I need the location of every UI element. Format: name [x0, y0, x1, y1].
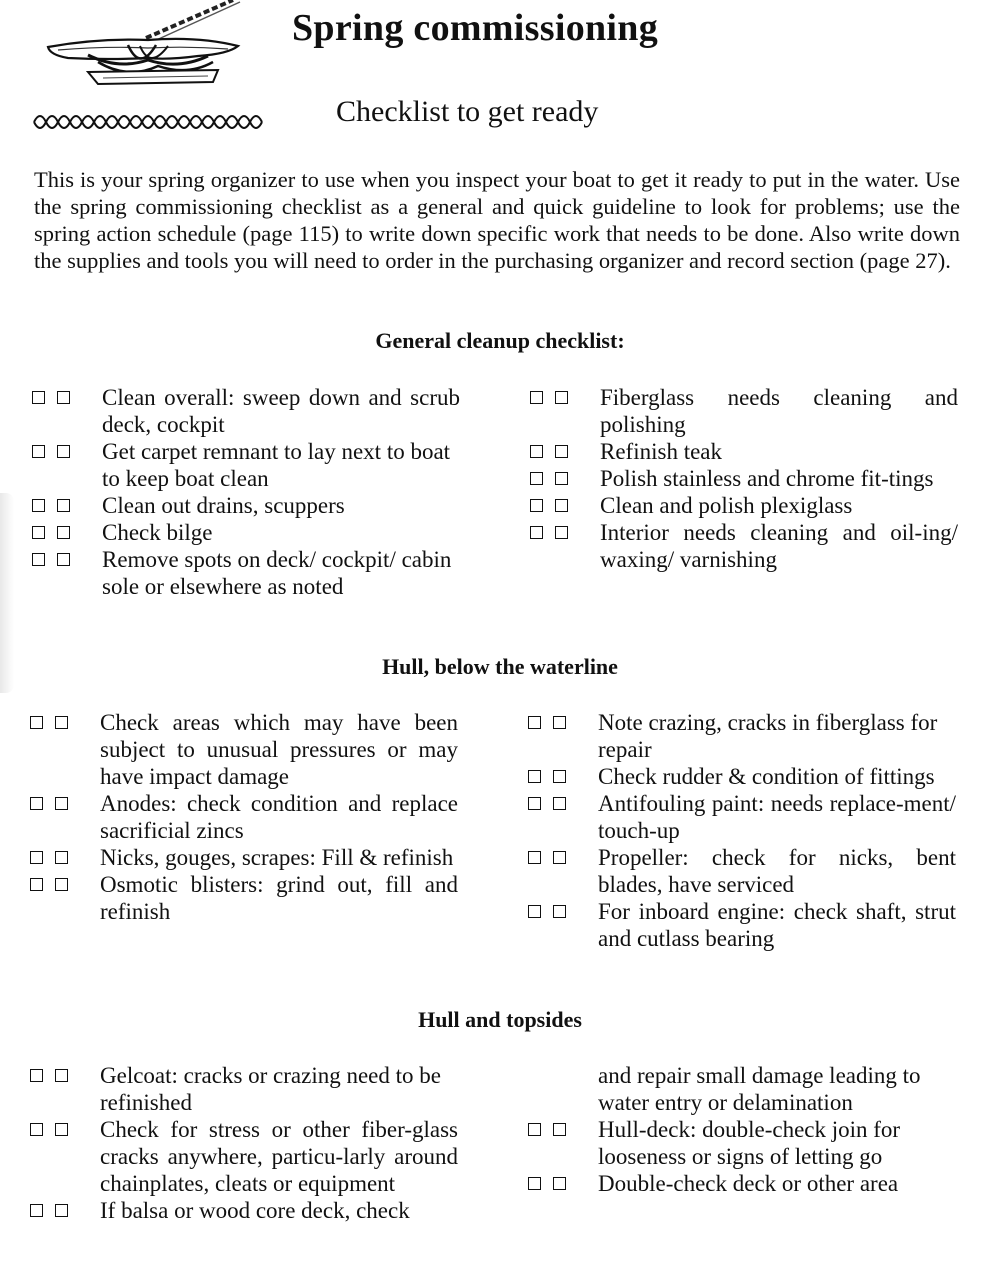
checklist-item: [530, 384, 958, 438]
intro-paragraph: This is your spring organizer to use when you inspect your boat to get it ready to put in the water. Use the spring commissioning checklist as a general and quick guideline to look for problems; use the spring action schedule (page 115) to write down specific work that needs to be done. Also write down the supplies and tools you will need to order in the purchasing organizer and record section (page 27).: [34, 167, 960, 273]
hull-topsides-right-column: [528, 1062, 958, 1197]
checkbox[interactable]: [530, 472, 543, 485]
section-heading-general-cleanup: General cleanup checklist:: [375, 328, 625, 353]
page-subtitle: Checklist to get ready: [336, 95, 599, 128]
checkbox[interactable]: [553, 851, 566, 864]
checkbox[interactable]: [553, 905, 566, 918]
checkbox[interactable]: [57, 445, 70, 458]
checklist-item: [530, 519, 958, 573]
checklist-item-text: Check areas which may have been subject to unusual pressures or may have impact damage: [100, 710, 458, 789]
checklist-item-text: Check bilge: [102, 520, 213, 545]
checkbox[interactable]: [553, 716, 566, 729]
checkbox[interactable]: [57, 553, 70, 566]
checklist-item-continuation: [528, 1062, 958, 1116]
checklist-item: [528, 790, 956, 844]
checklist-item: [530, 465, 958, 492]
checkbox[interactable]: [555, 526, 568, 539]
checklist-item: [32, 384, 460, 438]
checklist-item: [528, 1170, 958, 1197]
checkbox[interactable]: [528, 851, 541, 864]
checklist-item: [32, 519, 460, 546]
checklist-item: [30, 790, 458, 844]
checklist-item-text: Osmotic blisters: grind out, fill and refinish: [100, 872, 458, 924]
checkbox[interactable]: [553, 1177, 566, 1190]
page-title: Spring commissioning: [292, 7, 659, 49]
checkbox[interactable]: [55, 1204, 68, 1217]
checkbox[interactable]: [30, 851, 43, 864]
checklist-item-text: Clean overall: sweep down and scrub deck, cockpit: [102, 385, 460, 437]
section-heading-hull-below-waterline: Hull, below the waterline: [382, 654, 618, 679]
checkbox[interactable]: [30, 716, 43, 729]
checkbox[interactable]: [32, 445, 45, 458]
checkbox[interactable]: [55, 716, 68, 729]
checklist-item-text: Clean out drains, scuppers: [102, 493, 345, 518]
checkbox[interactable]: [30, 1069, 43, 1082]
checklist-item-text: Polish stainless and chrome fit-tings: [600, 466, 934, 491]
checklist-item-text: If balsa or wood core deck, check: [100, 1198, 410, 1223]
checklist-item: [30, 1197, 458, 1224]
checkbox[interactable]: [530, 526, 543, 539]
checkbox[interactable]: [32, 499, 45, 512]
checklist-item-text: Get carpet remnant to lay next to boat to keep boat clean: [102, 439, 451, 491]
checkbox[interactable]: [555, 391, 568, 404]
checkbox[interactable]: [57, 499, 70, 512]
boat-cleat-rope-icon: [28, 0, 278, 135]
checkbox[interactable]: [555, 472, 568, 485]
checkbox[interactable]: [30, 797, 43, 810]
checklist-item: [32, 546, 460, 600]
checkbox[interactable]: [55, 878, 68, 891]
checkbox[interactable]: [528, 905, 541, 918]
checklist-item-text: Fiberglass needs cleaning and polishing: [600, 385, 958, 437]
checklist-item-text: Refinish teak: [600, 439, 722, 464]
checkbox[interactable]: [55, 851, 68, 864]
checkbox[interactable]: [530, 391, 543, 404]
checkbox[interactable]: [30, 1204, 43, 1217]
checkbox[interactable]: [55, 1123, 68, 1136]
checklist-item-text: Nicks, gouges, scrapes: Fill & refinish: [100, 845, 454, 870]
checklist-item: [30, 709, 458, 790]
checklist-item: [30, 844, 458, 871]
checkbox[interactable]: [32, 553, 45, 566]
checklist-item: [528, 898, 956, 952]
checkbox[interactable]: [553, 770, 566, 783]
checkbox[interactable]: [553, 797, 566, 810]
checkbox[interactable]: [553, 1123, 566, 1136]
checklist-item: [30, 871, 458, 925]
checklist-item: [32, 438, 460, 492]
general-cleanup-left-column: [32, 384, 460, 600]
section-heading-hull-topsides: Hull and topsides: [418, 1007, 582, 1032]
checkbox[interactable]: [32, 526, 45, 539]
checklist-item-text: Anodes: check condition and replace sacrificial zincs: [100, 791, 458, 843]
checklist-item: [528, 1116, 958, 1170]
checklist-item: [30, 1062, 458, 1116]
checklist-item-text: Gelcoat: cracks or crazing need to be refinished: [100, 1063, 441, 1115]
checkbox[interactable]: [32, 391, 45, 404]
checklist-item: [528, 709, 956, 763]
checkbox[interactable]: [555, 445, 568, 458]
general-cleanup-right-column: [530, 384, 958, 573]
checkbox[interactable]: [57, 526, 70, 539]
checklist-item-text: Check for stress or other fiber-glass cracks anywhere, particu-larly around chainplates, cleats or equipment: [100, 1117, 458, 1196]
checklist-item-text: Clean and polish plexiglass: [600, 493, 853, 518]
checkbox[interactable]: [528, 1177, 541, 1190]
checkbox[interactable]: [55, 797, 68, 810]
checklist-item-text: Interior needs cleaning and oil-ing/ waxing/ varnishing: [600, 520, 958, 572]
checklist-item: [530, 438, 958, 465]
checklist-item-text: Double-check deck or other area: [598, 1171, 899, 1196]
checklist-item-text: Remove spots on deck/ cockpit/ cabin sole or elsewhere as noted: [102, 547, 452, 599]
checklist-item-text: and repair small damage leading to water entry or delamination: [598, 1063, 921, 1115]
checklist-item-text: Check rudder & condition of fittings: [598, 764, 935, 789]
checklist-item: [528, 763, 956, 790]
hull-topsides-left-column: [30, 1062, 458, 1224]
checkbox[interactable]: [55, 1069, 68, 1082]
checkbox[interactable]: [530, 445, 543, 458]
checklist-item: [30, 1116, 458, 1197]
checkbox[interactable]: [528, 797, 541, 810]
checklist-item: [32, 492, 460, 519]
checklist-item-text: Propeller: check for nicks, bent blades, have serviced: [598, 845, 956, 897]
checkbox[interactable]: [528, 1123, 541, 1136]
checklist-item-text: Hull-deck: double-check join for looseness or signs of letting go: [598, 1117, 901, 1169]
checkbox[interactable]: [528, 716, 541, 729]
hull-below-left-column: [30, 709, 458, 925]
hull-below-right-column: [528, 709, 956, 952]
checkbox[interactable]: [30, 1123, 43, 1136]
checkbox[interactable]: [555, 499, 568, 512]
checkbox[interactable]: [530, 499, 543, 512]
checklist-item-text: Antifouling paint: needs replace-ment/ touch-up: [598, 791, 956, 843]
checklist-item-text: Note crazing, cracks in fiberglass for repair: [598, 710, 938, 762]
checkbox[interactable]: [528, 770, 541, 783]
checkbox[interactable]: [57, 391, 70, 404]
checklist-item: [530, 492, 958, 519]
checklist-item-text: For inboard engine: check shaft, strut and cutlass bearing: [598, 899, 956, 951]
checkbox[interactable]: [30, 878, 43, 891]
checklist-item: [528, 844, 956, 898]
